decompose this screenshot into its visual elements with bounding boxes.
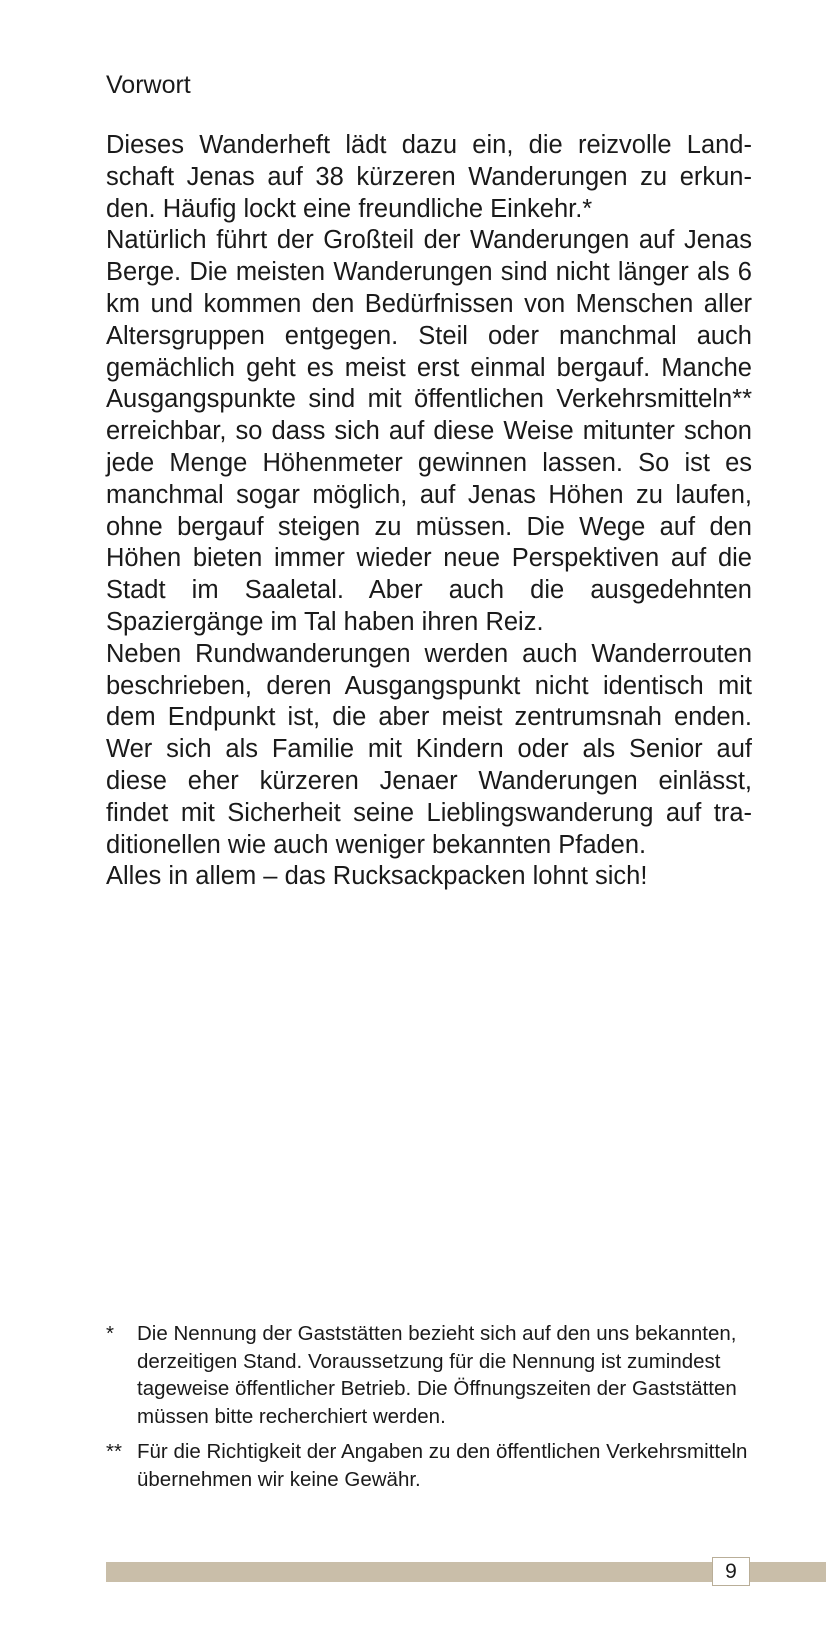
page-number: 9 (712, 1557, 750, 1586)
paragraph-intro: Dieses Wanderheft lädt dazu ein, die reizvolle Landschaft Jenas auf 38 kürzeren Wanderungen zu erkunden. Häufig lockt eine freundliche Einkehr.* (106, 131, 752, 223)
footnote-transport (106, 1438, 752, 1493)
footnote-marker: ** (106, 1440, 122, 1463)
footnote-text: Für die Richtigkeit der Angaben zu den öffentlichen Verkehrsmitteln übernehmen wir keine Gewähr. (137, 1440, 748, 1491)
footnotes (106, 1320, 752, 1493)
paragraph-routes: Neben Rundwanderungen werden auch Wanderrouten beschrieben, deren Ausgangspunkt nicht identisch mit dem Endpunkt ist, die aber meist zentrumsnah enden. Wer sich als Familie mit Kindern oder als Senior auf diese eher kürzeren Jenaer Wanderungen einlässt, findet mit Sicherheit seine Lieblingswanderung auf traditionellen wie auch weniger bekannten Pfaden. (106, 639, 752, 859)
footnote-marker: * (106, 1322, 114, 1345)
paragraph-closing: Alles in allem – das Rucksackpacken lohnt sich! (106, 862, 648, 891)
footnote-restaurants (106, 1320, 752, 1430)
paragraph-mountains: Natürlich führt der Großteil der Wanderungen auf Jenas Berge. Die meisten Wanderungen sind nicht länger als 6 km und kommen den Bedürfnissen von Menschen aller Altersgruppen entgegen. Steil oder manchmal auch gemächlich geht es meist erst einmal bergauf. Manche Ausgangspunkte sind mit öffentlichen Verkehrsmitteln** erreichbar, so dass sich auf diese Weise mitunter schon jede Menge Höhenmeter gewinnen lassen. So ist es manchmal sogar möglich, auf Jenas Höhen zu laufen, ohne bergauf steigen zu müssen. Die Wege auf den Höhen bieten immer wieder neue Perspektiven auf die Stadt im Saaletal. Aber auch die ausgedehnten Spaziergänge im Tal haben ihren Reiz. (106, 226, 752, 636)
footnote-text: Die Nennung der Gaststätten bezieht sich auf den uns bekannten, derzeitigen Stand. Voraussetzung für die Nennung ist zumindest tageweise öffentlicher Betrieb. Die Öffnungszeiten der Gaststätten müssen bitte recherchiert werden. (137, 1322, 737, 1428)
page-title: Vorwort (106, 71, 191, 99)
body-text (106, 130, 752, 893)
